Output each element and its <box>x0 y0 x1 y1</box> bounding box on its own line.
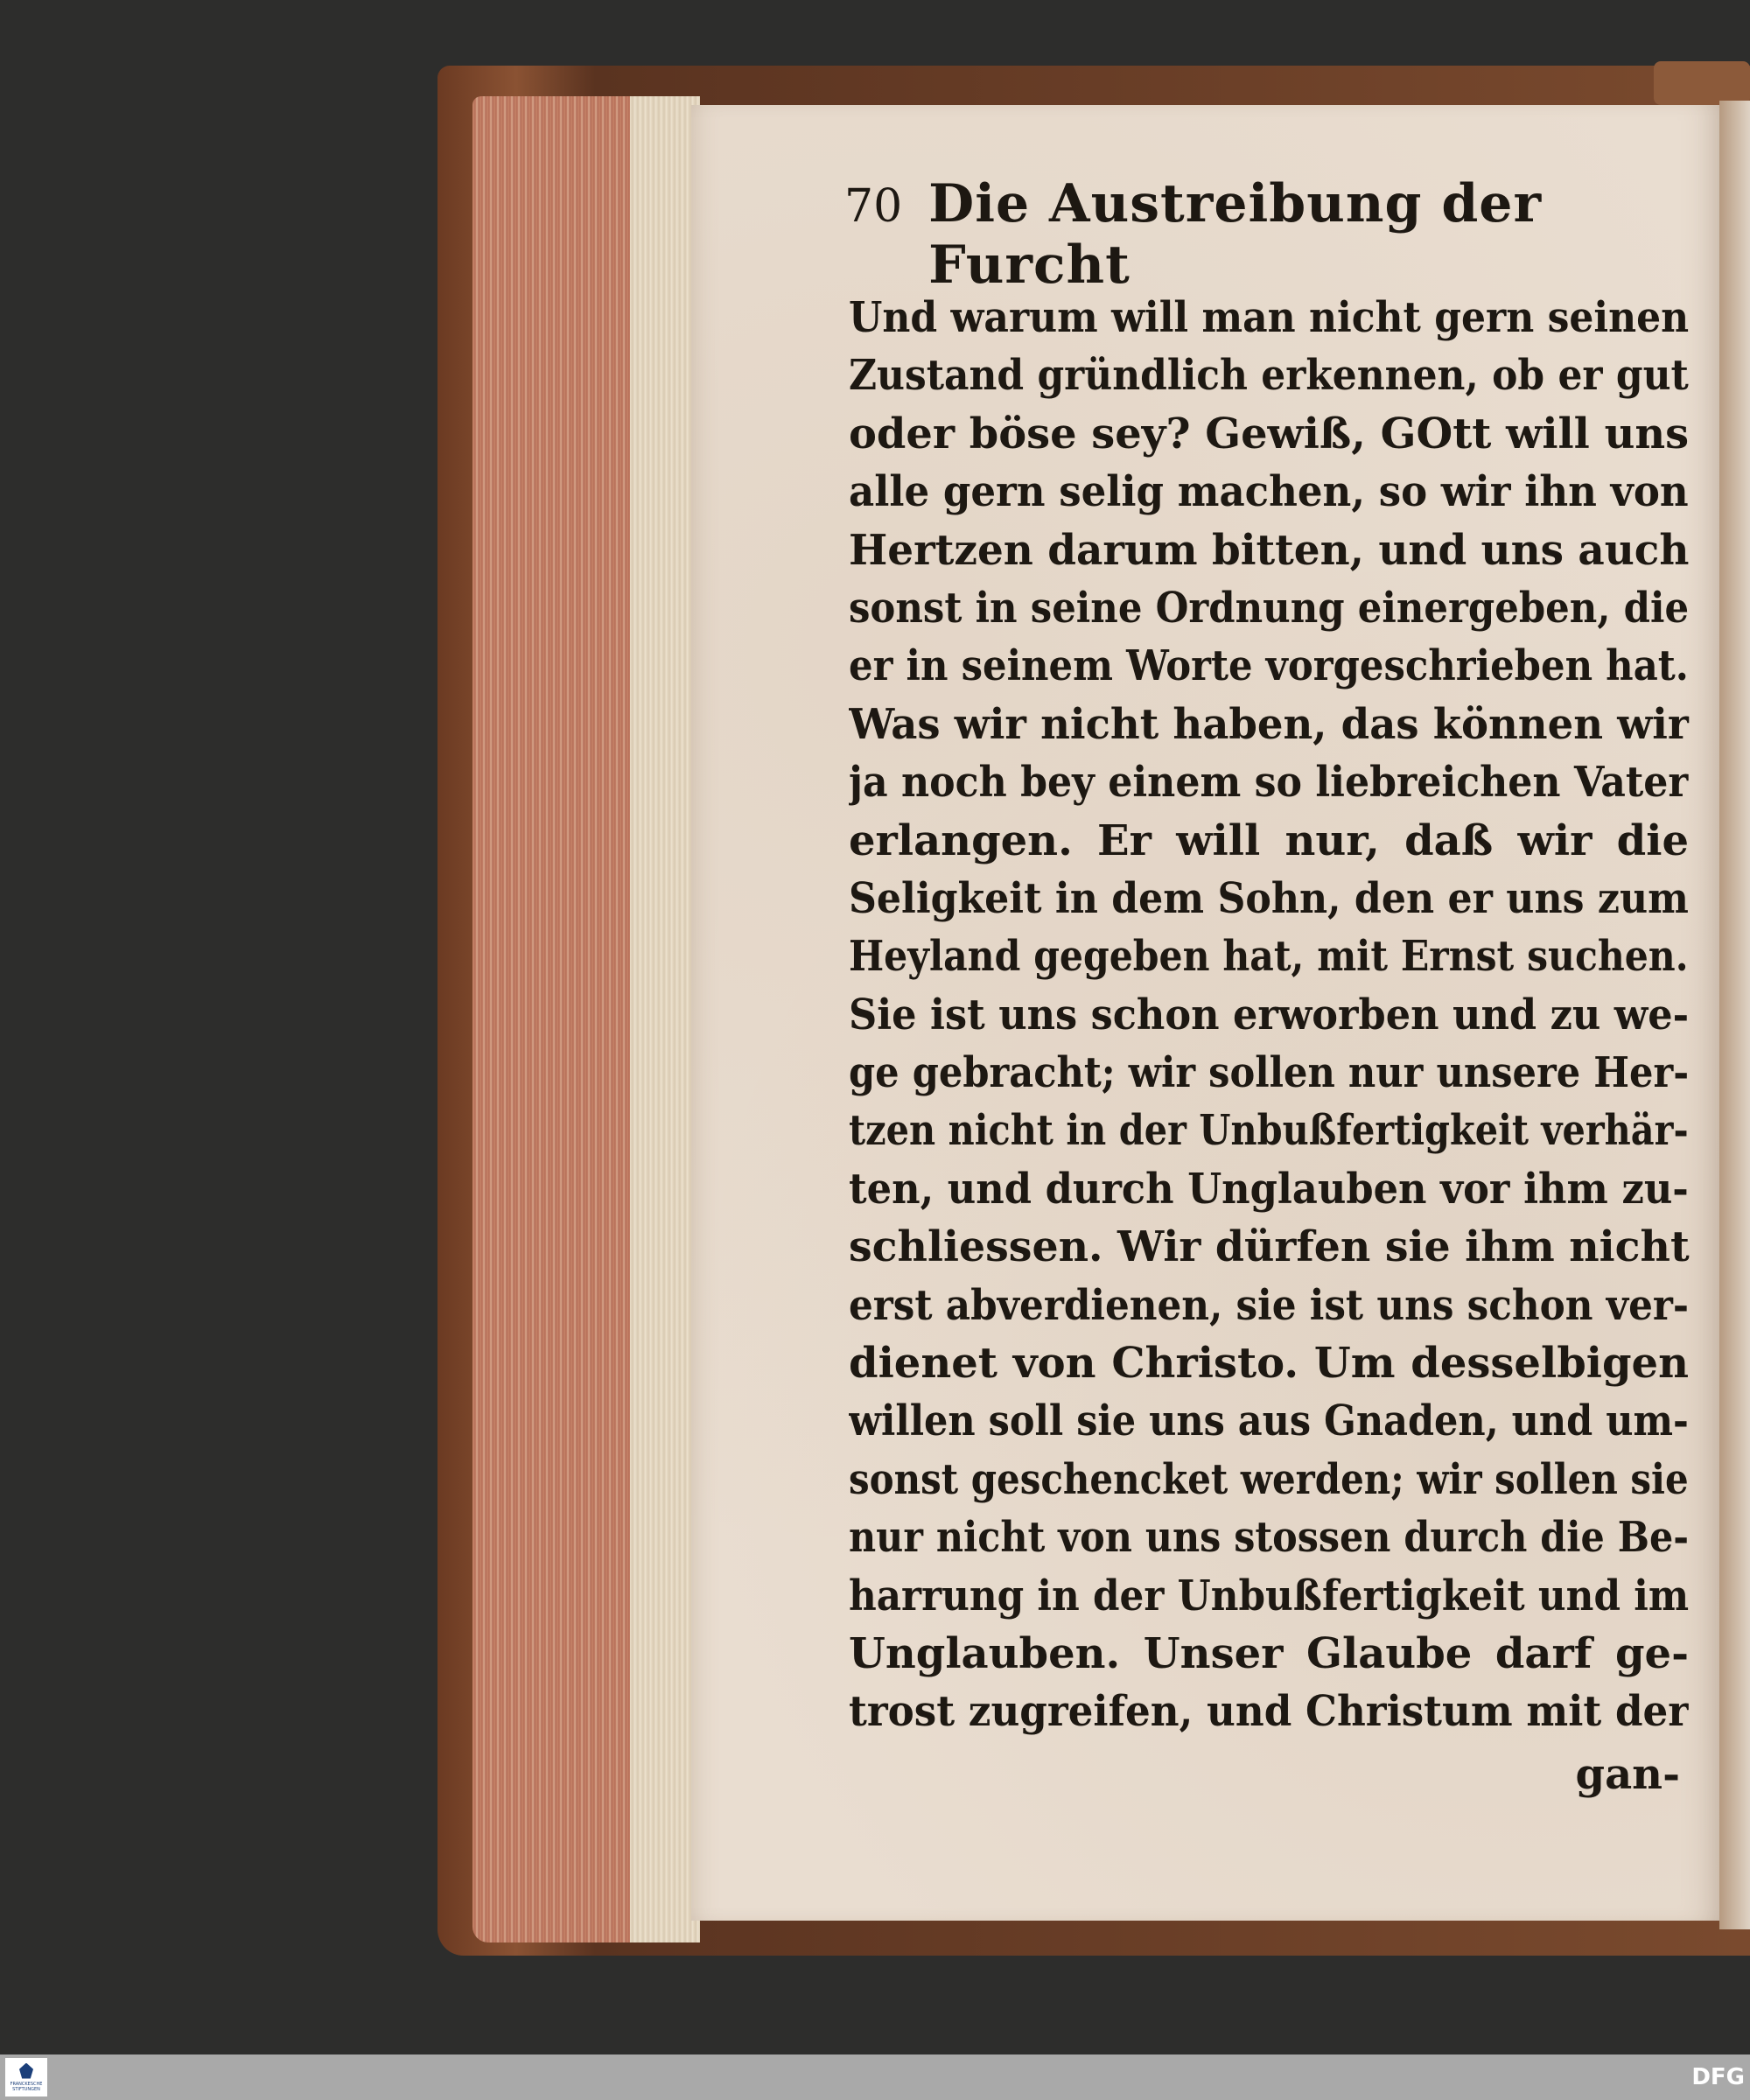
page-gutter <box>1719 101 1750 1929</box>
dfg-label: DFG <box>1691 2064 1745 2090</box>
viewer-footer <box>0 2054 1750 2100</box>
text-line: erlangen. Er will nur, daß wir die <box>849 816 1689 865</box>
running-title: Die Austreibung der Furcht <box>928 173 1543 296</box>
text-line: nur nicht von uns stossen durch die Be- <box>849 1513 1689 1563</box>
text-line: Und warum will man nicht gern seinen <box>849 293 1690 342</box>
logo-text: FRANCKESCHE STIFTUNGEN <box>10 2081 43 2092</box>
logo-emblem-icon <box>19 2063 33 2079</box>
text-line: Sie ist uns schon erworben und zu we- <box>849 990 1689 1040</box>
text-line: willen soll sie uns aus Gnaden, und um- <box>849 1396 1689 1446</box>
text-line: tzen nicht in der Unbußfertigkeit verhär- <box>849 1106 1689 1156</box>
text-line: harrung in der Unbußfertigkeit und im <box>849 1571 1690 1620</box>
text-line: ge gebracht; wir sollen nur unsere Her- <box>849 1048 1690 1098</box>
text-line: Hertzen darum bitten, und uns auch <box>849 525 1690 575</box>
text-line: schliessen. Wir dürfen sie ihm nicht <box>849 1222 1690 1272</box>
text-line: Was wir nicht haben, das können wir <box>849 699 1690 749</box>
text-line: trost zugreifen, und Christum mit der <box>849 1687 1689 1737</box>
text-line: Zustand gründlich erkennen, ob er gut <box>849 351 1689 401</box>
institution-logo <box>5 2058 47 2096</box>
page-header <box>844 173 1684 296</box>
text-line: Unglauben. Unser Glaube darf ge- <box>849 1628 1689 1678</box>
text-line: Heyland gegeben hat, mit Ernst suchen. <box>849 932 1689 982</box>
text-line: ten, und durch Unglauben vor ihm zu- <box>849 1164 1689 1214</box>
text-line: ja noch bey einem so liebreichen Vater <box>849 758 1689 808</box>
page-stack <box>630 96 700 1942</box>
text-line: erst abverdienen, sie ist uns schon ver- <box>849 1280 1690 1330</box>
text-line: dienet von Christo. Um desselbigen <box>849 1339 1689 1389</box>
text-line: Seligkeit in dem Sohn, den er uns zum <box>849 873 1689 923</box>
book-cover-corner <box>1654 61 1750 105</box>
text-line: er in seinem Worte vorgeschrieben hat. <box>849 641 1689 691</box>
text-line: alle gern selig machen, so wir ihn von <box>849 467 1689 517</box>
text-line: sonst in seine Ordnung einergeben, die <box>849 583 1690 633</box>
catchword: gan- <box>1575 1750 1680 1799</box>
page-number: 70 <box>844 180 903 233</box>
text-line: sonst geschencket werden; wir sollen sie <box>849 1454 1689 1504</box>
body-text <box>849 289 1689 1741</box>
text-line: oder böse sey? Gewiß, GOtt will uns <box>849 409 1690 458</box>
